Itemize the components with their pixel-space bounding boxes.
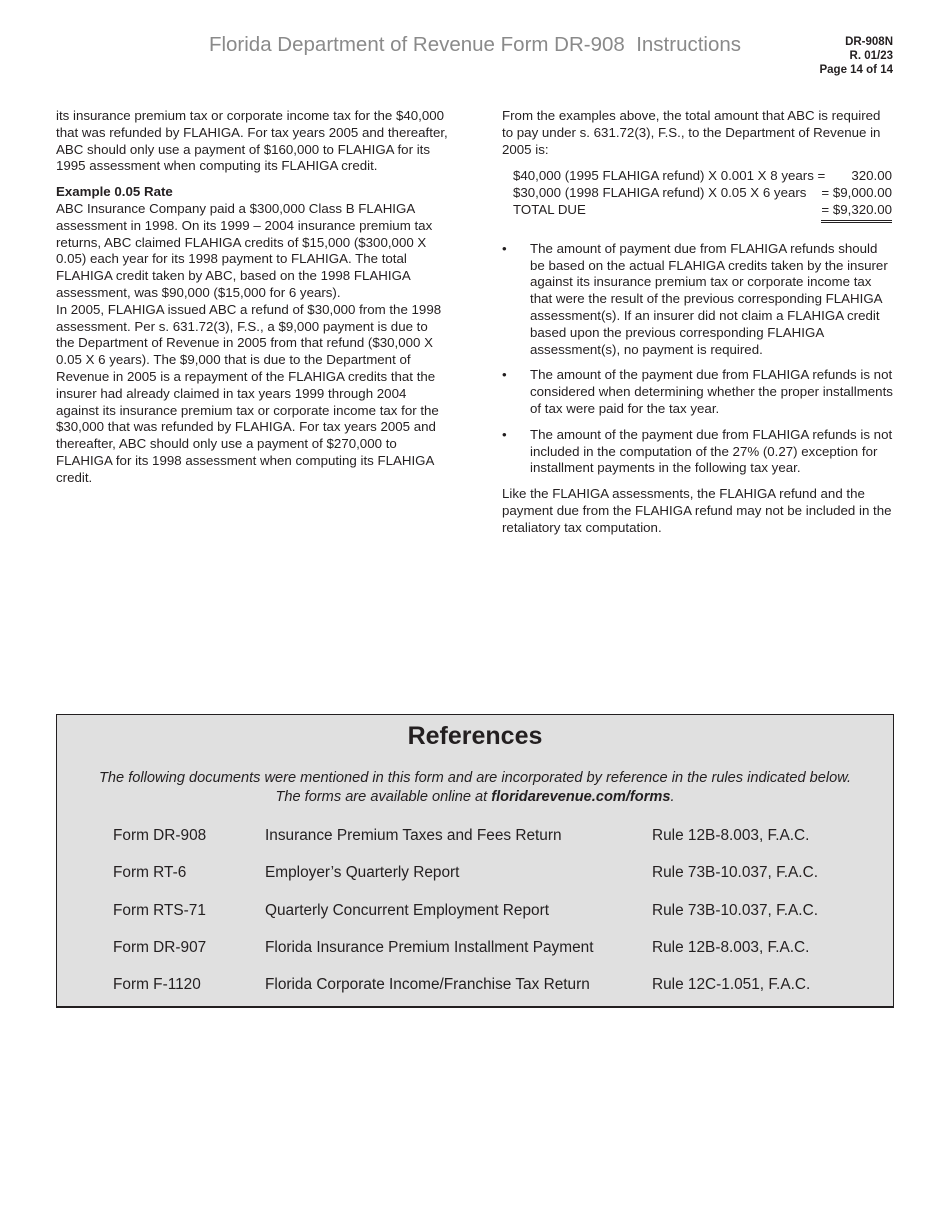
list-item-text: The amount of payment due from FLAHIGA refunds should be based on the actual FLAHIGA credits taken by the insurer against its insurance premium tax or corporate income tax that were the result of the previous corresponding FLAHIGA assessment(s). If an insurer did not claim a FLAHIGA credit based upon the previous corresponding FLAHIGA assessment(s), no payment is required. — [530, 240, 888, 357]
table-row — [113, 864, 873, 901]
paragraph: In 2005, FLAHIGA issued ABC a refund of $30,000 from the 1998 assessment. Per s. 631.72(3), F.S., a $9,000 payment is due to the Department of Revenue in 2005 from that refund ($30,000 X 0.05 X 6 years). The $9,000 that is due to the Department of Revenue in 2005 is a repayment of the FLAHIGA credits that the insurer had already claimed in tax years 1999 through 2004 against its insurance premium tax or corporate income tax for the $30,000 that was refunded by FLAHIGA. For tax years 2005 and thereafter, ABC should only use a payment of $270,000 to FLAHIGA for its 1998 assessment when computing its FLAHIGA credit. — [56, 301, 442, 485]
left-column — [56, 108, 448, 487]
paragraph: its insurance premium tax or corporate income tax for the $40,000 that was refunded by FLAHIGA. For tax years 2005 and thereafter, ABC should only use a payment of $160,000 to FLAHIGA for its 1995 assessment when computing its FLAHIGA credit. — [56, 108, 448, 174]
intro-text: The forms are available online at — [275, 788, 492, 805]
form-rule: Rule 73B-10.037, F.A.C. — [652, 901, 818, 919]
bullet-icon: • — [502, 426, 507, 442]
example-heading: Example 0.05 Rate — [56, 184, 173, 200]
form-meta — [819, 35, 893, 77]
bullet-icon: • — [502, 367, 507, 383]
form-description: Quarterly Concurrent Employment Report — [265, 901, 549, 919]
references-box — [56, 714, 894, 1008]
list-item-text: The amount of the payment due from FLAHIGA refunds is not considered when determining whether the proper installments of tax were paid for the tax year. — [530, 367, 893, 416]
form-rule: Rule 12B-8.003, F.A.C. — [652, 938, 810, 956]
page-number: Page 14 of 14 — [819, 64, 893, 76]
list-item — [502, 427, 894, 477]
form-name: Form DR-908 — [113, 827, 207, 844]
calc-label: TOTAL DUE — [513, 201, 586, 217]
calc-label: $40,000 (1995 FLAHIGA refund) X 0.001 X 8 years = — [513, 168, 826, 184]
form-name: Form RT-6 — [113, 864, 187, 882]
form-name: Form F-1120 — [113, 976, 201, 994]
list-item-text: The amount of the payment due from FLAHIGA refunds is not included in the computation of the 27% (0.27) exception for installment payments in the following tax year. — [530, 426, 893, 476]
calc-amount: 320.00 — [851, 168, 892, 184]
form-description: Insurance Premium Taxes and Fees Return — [265, 827, 562, 844]
form-rule: Rule 12C-1.051, F.A.C. — [652, 976, 811, 994]
paragraph: ABC Insurance Company paid a $300,000 Class B FLAHIGA assessment in 1998. On its 1999 – 2004 insurance premium tax returns, ABC claimed FLAHIGA credits of $15,000 ($300,000 X 0.05) each year for its 1998 payment to FLAHIGA. The total FLAHIGA credit taken by ABC, based on the 1998 FLAHIGA assessment, was $90,000 ($15,000 for 6 years). — [56, 200, 433, 300]
intro-text: . — [670, 788, 675, 805]
payment-calculation — [513, 168, 892, 222]
calc-row — [513, 185, 892, 202]
list-item — [502, 241, 894, 359]
calc-label: $30,000 (1998 FLAHIGA refund) X 0.05 X 6 years — [513, 185, 807, 201]
references-intro-line — [57, 788, 893, 807]
form-description: Employer’s Quarterly Report — [265, 864, 460, 882]
website-link[interactable]: floridarevenue.com/forms — [491, 788, 671, 805]
form-name: Form RTS-71 — [113, 901, 206, 919]
list-item — [502, 367, 894, 417]
form-description: Florida Insurance Premium Installment Payment — [265, 938, 594, 956]
references-intro-line: The following documents were mentioned in this form and are incorporated by reference in the rules indicated below. — [99, 770, 851, 786]
form-rule: Rule 12B-8.003, F.A.C. — [652, 827, 810, 844]
form-name: Form DR-907 — [113, 938, 207, 956]
paragraph: From the examples above, the total amount that ABC is required to pay under s. 631.72(3), F.S., to the Department of Revenue in 2005 is: — [502, 108, 881, 157]
revision-date: R. 01/23 — [849, 50, 893, 62]
calc-total-amount: = $9,320.00 — [821, 202, 892, 223]
references-table — [113, 827, 873, 1013]
table-row — [113, 976, 873, 1013]
right-column — [502, 108, 894, 537]
table-row — [113, 827, 873, 864]
references-intro — [57, 769, 893, 806]
calc-row — [513, 168, 892, 185]
bullet-list — [502, 241, 894, 477]
page-title: Florida Department of Revenue Form DR-908 Instructions — [208, 33, 742, 56]
table-row — [113, 902, 873, 939]
references-title: References — [407, 722, 543, 750]
form-description: Florida Corporate Income/Franchise Tax Return — [265, 976, 590, 994]
table-row — [113, 939, 873, 976]
calc-row-total — [513, 202, 892, 223]
bullet-icon: • — [502, 240, 507, 256]
form-number: DR-908N — [845, 36, 893, 48]
calc-amount: = $9,000.00 — [821, 185, 892, 201]
form-rule: Rule 73B-10.037, F.A.C. — [652, 864, 818, 882]
paragraph: Like the FLAHIGA assessments, the FLAHIGA refund and the payment due from the FLAHIGA refund may not be included in the retaliatory tax computation. — [502, 486, 892, 535]
